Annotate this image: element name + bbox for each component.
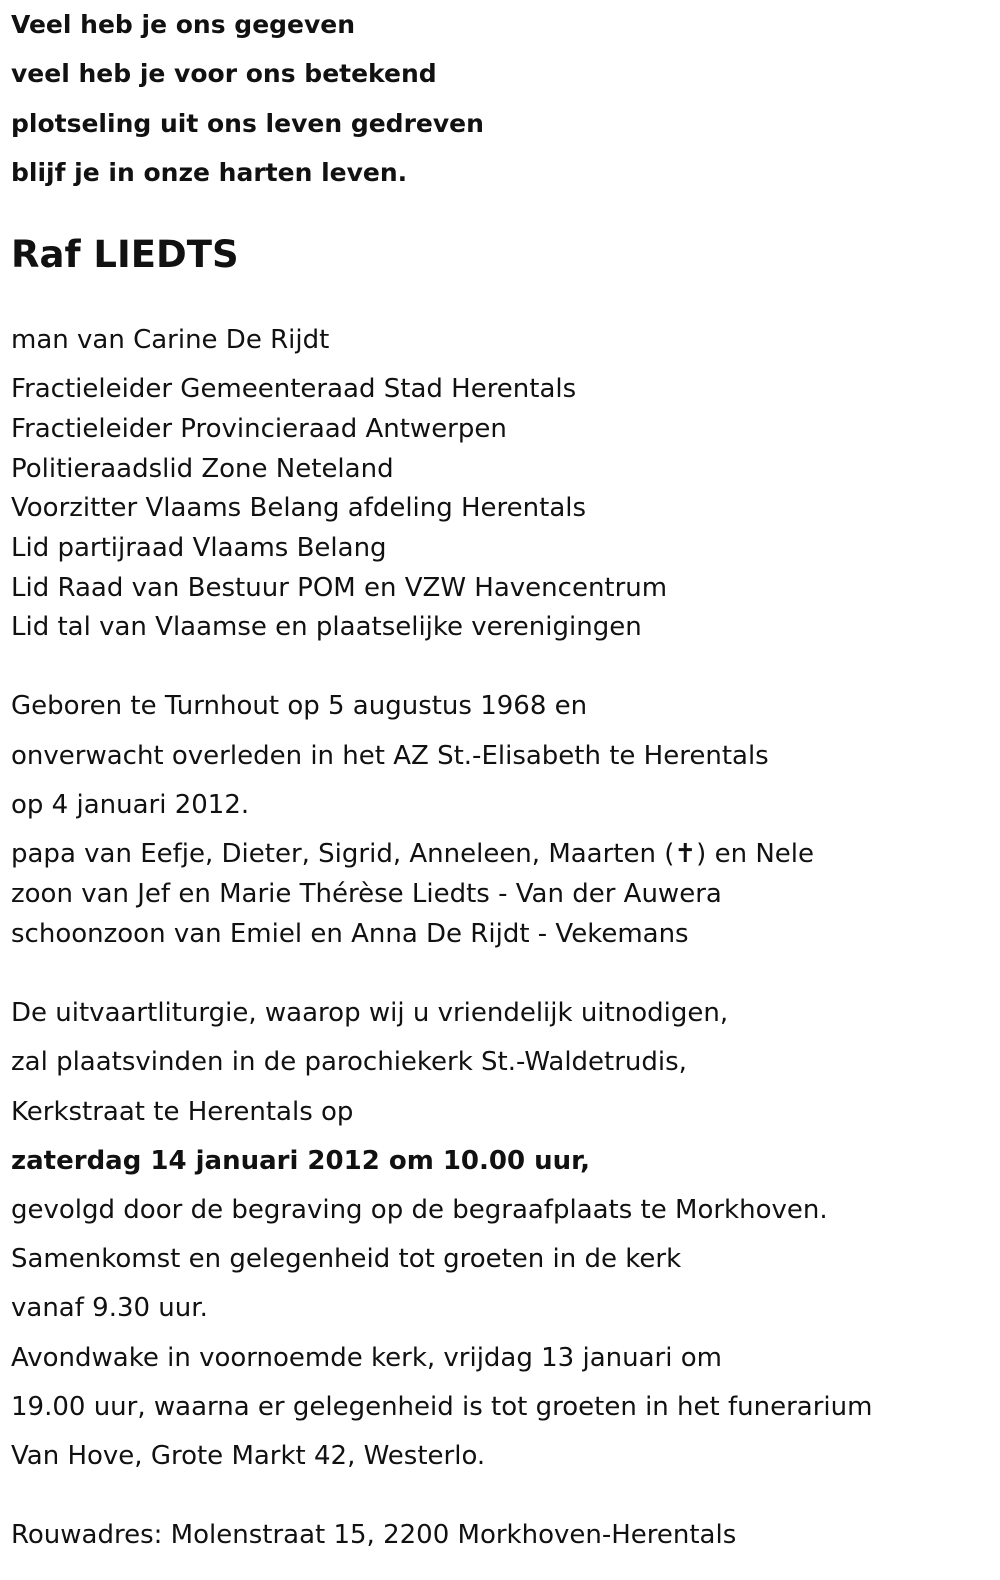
funeral-intro-line-3: Kerkstraat te Herentals op (11, 1097, 354, 1127)
funeral-date: zaterdag 14 januari 2012 om 10.00 uur, (11, 1146, 591, 1176)
poem-line-1: Veel heb je ons gegeven (11, 10, 356, 39)
poem-line-2: veel heb je voor ons betekend (11, 59, 437, 88)
mourning-address: Rouwadres: Molenstraat 15, 2200 Morkhoven-Herentals (11, 1520, 737, 1550)
funeral-intro-line-2: zal plaatsvinden in de parochiekerk St.-Waldetrudis, (11, 1047, 687, 1077)
funeral-intro-line-1: De uitvaartliturgie, waarop wij u vriendelijk uitnodigen, (11, 998, 729, 1028)
funeral-detail-line-2: Samenkomst en gelegenheid tot groeten in de kerk (11, 1244, 682, 1274)
poem-line-4: blijf je in onze harten leven. (11, 158, 408, 187)
funeral-detail-line-3: vanaf 9.30 uur. (11, 1293, 208, 1323)
function-line-1: Fractieleider Gemeenteraad Stad Herentals (11, 374, 577, 404)
family-line-parents: zoon van Jef en Marie Thérèse Liedts - Van der Auwera (11, 879, 722, 909)
function-line-5: Lid partijraad Vlaams Belang (11, 533, 387, 563)
spouse-line: man van Carine De Rijdt (11, 325, 330, 355)
funeral-detail-line-5: 19.00 uur, waarna er gelegenheid is tot groeten in het funerarium (11, 1392, 873, 1422)
function-line-3: Politieraadslid Zone Neteland (11, 454, 394, 484)
family-line-children: papa van Eefje, Dieter, Sigrid, Anneleen, Maarten (✝) en Nele (11, 839, 814, 869)
function-line-7: Lid tal van Vlaamse en plaatselijke verenigingen (11, 612, 642, 642)
birth-death-line-2: onverwacht overleden in het AZ St.-Elisabeth te Herentals (11, 741, 769, 771)
birth-death-line-3: op 4 januari 2012. (11, 790, 250, 820)
poem-line-3: plotseling uit ons leven gedreven (11, 109, 484, 138)
funeral-detail-line-4: Avondwake in voornoemde kerk, vrijdag 13 januari om (11, 1343, 722, 1373)
function-line-2: Fractieleider Provincieraad Antwerpen (11, 414, 507, 444)
funeral-detail-line-1: gevolgd door de begraving op de begraafplaats te Morkhoven. (11, 1195, 828, 1225)
funeral-detail-line-6: Van Hove, Grote Markt 42, Westerlo. (11, 1441, 486, 1471)
function-line-6: Lid Raad van Bestuur POM en VZW Havencentrum (11, 573, 668, 603)
function-line-4: Voorzitter Vlaams Belang afdeling Herentals (11, 493, 587, 523)
birth-death-line-1: Geboren te Turnhout op 5 augustus 1968 en (11, 691, 588, 721)
deceased-name: Raf LIEDTS (11, 233, 239, 276)
family-line-in-laws: schoonzoon van Emiel en Anna De Rijdt - Vekemans (11, 919, 689, 949)
